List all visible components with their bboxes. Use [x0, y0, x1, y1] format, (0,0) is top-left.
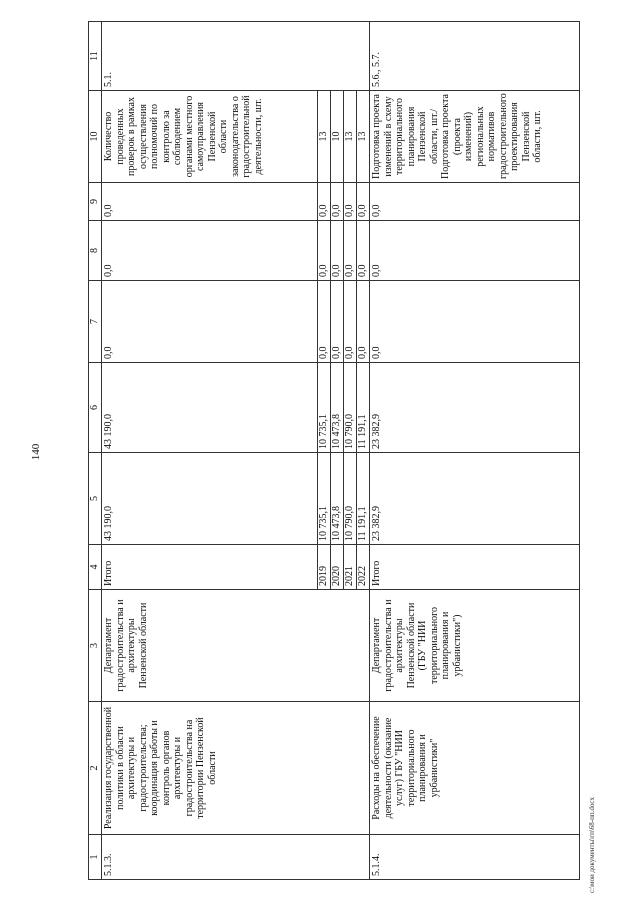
- year-col8: 0,0: [331, 221, 344, 281]
- col-header-3: 3: [89, 590, 102, 702]
- footer-file-path: c:\мои документы\гп\68-пп.docx: [588, 797, 596, 893]
- year-col7: 0,0: [357, 281, 370, 363]
- col-header-8: 8: [89, 221, 102, 281]
- total-col6: 43 190,0: [102, 363, 318, 453]
- year-col10: 10: [331, 91, 344, 183]
- table-row: [102, 22, 318, 880]
- year-col7: 0,0: [344, 281, 357, 363]
- executor: Департамент градостроительства и архитектуры Пензенской области: [102, 590, 370, 702]
- row-number: 5.1.4.: [370, 835, 580, 880]
- year-col5: 10 790,0: [344, 453, 357, 545]
- year-col5: 10 735,1: [318, 453, 331, 545]
- year-cell: 2022: [357, 545, 370, 590]
- year-col5: 11 191,1: [357, 453, 370, 545]
- year-col9: 0,0: [357, 183, 370, 221]
- total-col8: 0,0: [370, 221, 580, 281]
- year-col6: 11 191,1: [357, 363, 370, 453]
- total-col7: 0,0: [370, 281, 580, 363]
- year-col10: 13: [344, 91, 357, 183]
- total-col6: 23 382,9: [370, 363, 580, 453]
- year-col7: 0,0: [318, 281, 331, 363]
- col-header-7: 7: [89, 281, 102, 363]
- col-header-5: 5: [89, 453, 102, 545]
- year-col8: 0,0: [318, 221, 331, 281]
- year-col6: 10 735,1: [318, 363, 331, 453]
- col-header-2: 2: [89, 702, 102, 835]
- year-col5: 10 473,8: [331, 453, 344, 545]
- col-header-9: 9: [89, 183, 102, 221]
- activity-name: Расходы на обеспечение деятельности (оказание услуг) ГБУ "НИИ территориального планирования и урбанистики": [370, 702, 580, 835]
- total-col8: 0,0: [102, 221, 318, 281]
- total-col9: 0,0: [102, 183, 318, 221]
- executor: Департамент градостроительства и архитектуры Пензенской области (ГБУ "НИИ территориального планирования и урбанистики"): [370, 590, 580, 702]
- year-col8: 0,0: [357, 221, 370, 281]
- total-col7: 0,0: [102, 281, 318, 363]
- page-number: 140: [30, 443, 42, 461]
- year-col7: 0,0: [331, 281, 344, 363]
- row-number: 5.1.3.: [102, 835, 370, 880]
- total-col5: 23 382,9: [370, 453, 580, 545]
- year-col9: 0,0: [318, 183, 331, 221]
- total-label: Итого: [102, 545, 318, 590]
- year-col6: 10 790,0: [344, 363, 357, 453]
- year-col8: 0,0: [344, 221, 357, 281]
- col-header-1: 1: [89, 835, 102, 880]
- table-area: [88, 22, 584, 880]
- col-header-10: 10: [89, 91, 102, 183]
- total-col5: 43 190,0: [102, 453, 318, 545]
- col-header-11: 11: [89, 22, 102, 91]
- indicator-text: Количество проведенных проверок в рамках осуществления полномочий по контролю за соблюдением органами местного самоуправления Пензенской области законодательства о градостроительной деятельности, шт.: [102, 91, 318, 183]
- total-col9: 0,0: [370, 183, 580, 221]
- year-cell: 2021: [344, 545, 357, 590]
- year-cell: 2019: [318, 545, 331, 590]
- year-col9: 0,0: [331, 183, 344, 221]
- table-row: [370, 22, 580, 880]
- program-table: [88, 21, 580, 880]
- year-col10: 13: [357, 91, 370, 183]
- column-number-row: [89, 22, 102, 880]
- indicator-text: Подготовка проекта изменений в схему территориального планирования Пензенской области, шт./ Подготовка проекта (проекта изменений) региональных нормативов градостроительного проектирования Пензенской области, шт.: [370, 91, 580, 183]
- year-col6: 10 473,8: [331, 363, 344, 453]
- year-col10: 13: [318, 91, 331, 183]
- rotated-table-container: [88, 22, 584, 880]
- year-cell: 2020: [331, 545, 344, 590]
- activity-name: Реализация государственной политики в области архитектуры и градостроительства; координация работы и контроль органов архитектуры и градостроительства на территории Пензенской области: [102, 702, 370, 835]
- col-header-6: 6: [89, 363, 102, 453]
- col-header-4: 4: [89, 545, 102, 590]
- year-col9: 0,0: [344, 183, 357, 221]
- indicator-link: 5.6., 5.7.: [370, 22, 580, 91]
- total-label: Итого: [370, 545, 580, 590]
- indicator-link: 5.1.: [102, 22, 370, 91]
